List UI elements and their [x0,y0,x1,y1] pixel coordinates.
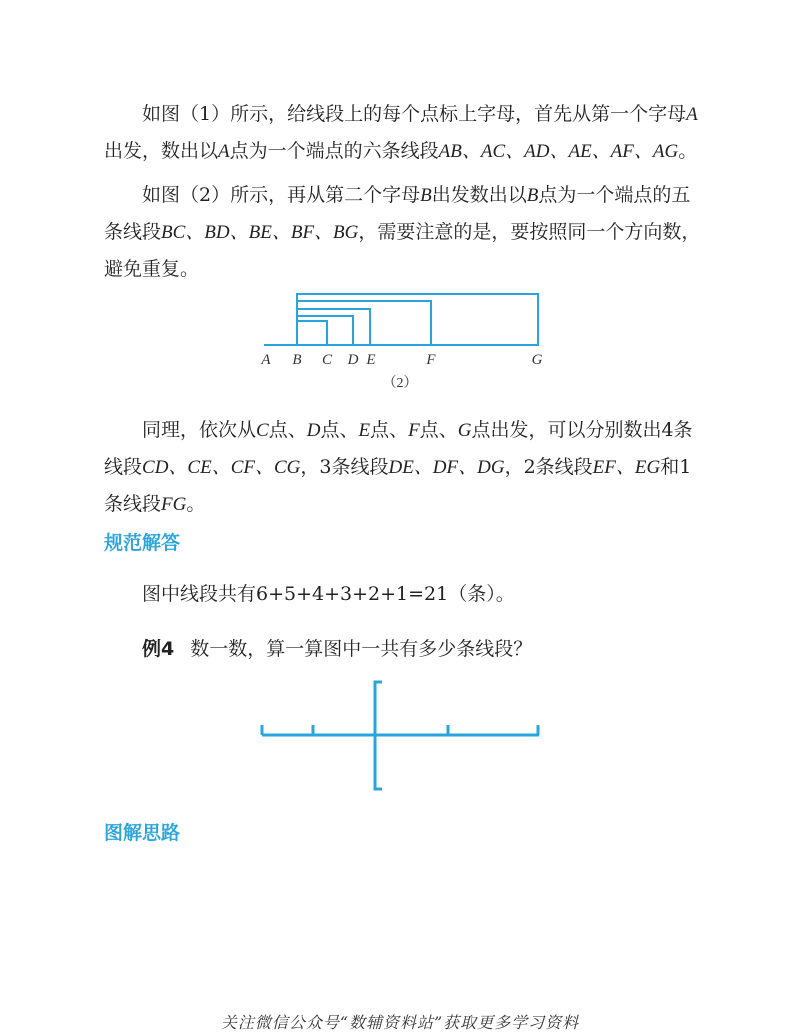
bracket-BC [297,321,327,345]
example-4 [104,631,704,667]
heading-diagram-idea: 图解思路 [104,822,181,844]
point-label-G: G [531,352,543,368]
answer-text: 图中线段共有6+5+4+3+2+1=21（条）。 [142,583,515,605]
point-label-B: B [292,352,302,368]
point-label-C: C [321,352,333,368]
example-label: 例4 [142,638,175,660]
bracket-BF [297,301,431,345]
bracket-BE [297,309,370,345]
point-label-E: E [366,352,376,368]
point-label-A: A [261,352,271,368]
point-label-F: F [426,352,436,368]
footer-watermark: 关注微信公众号“数辅资料站”获取更多学习资料 [220,1013,580,1032]
figure-caption: （2） [382,376,418,391]
paragraph-1: 如图（1）所示，给线段上的每个点标上字母，首先从第一个字母A出发，数出以A点为一个端点的六条线段AB、AC、AD、AE、AF、AG。 [104,103,698,162]
example-question: 数一数，算一算图中一共有多少条线段？ [190,638,533,660]
heading-standard-answer: 规范解答 [104,532,181,554]
paragraph-2: 如图（2）所示，再从第二个字母B出发数出以B点为一个端点的五条线段BC、BD、BE、BF、BG，需要注意的是，要按照同一个方向数，避免重复。 [104,184,701,280]
figure-2-segments [0,0,800,400]
point-label-D: D [347,352,359,368]
figure-example-4 [0,670,800,800]
paragraph-3: 同理，依次从C点、D点、E点、F点、G点出发，可以分别数出4条线段CD、CE、CF、CG，3条线段DE、DF、DG，2条线段EF、EG和1条线段FG。 [104,419,693,515]
